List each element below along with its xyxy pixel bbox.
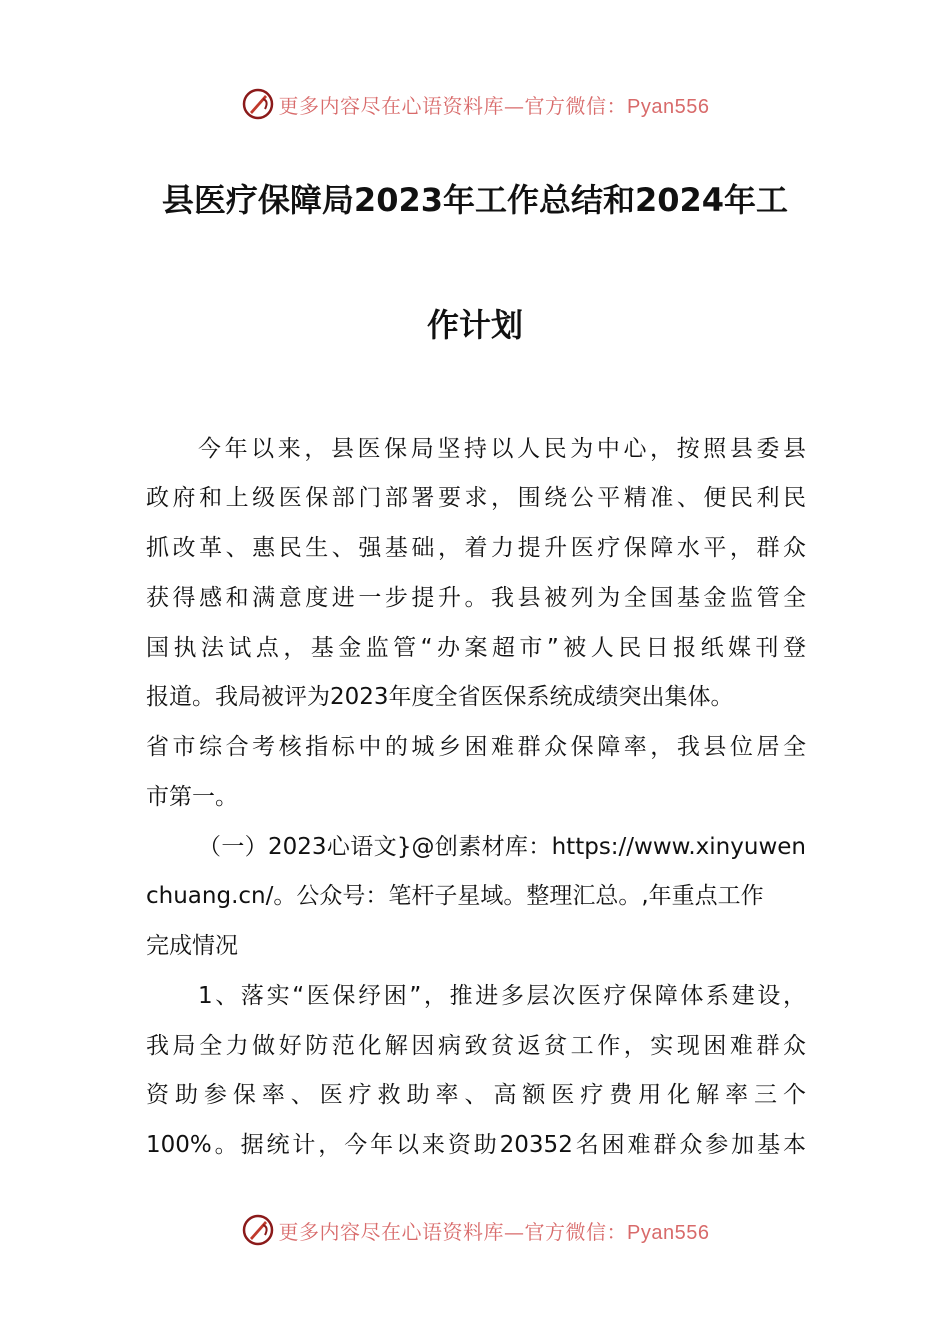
quill-logo-icon [241,1213,275,1247]
watermark-text: 更多内容尽在心语资料库—官方微信：Pyan556 [278,93,710,118]
body-line: 政府和上级医保部门部署要求，围绕公平精准、便民利民 [146,485,806,511]
body-line: 我局全力做好防范化解因病致贫返贫工作，实现困难群众 [146,1033,806,1059]
document-title-line-1: 县医疗保障局2023年工作总结和2024年工 [161,181,789,219]
body-line: 100%。据统计，今年以来资助20352名困难群众参加基本 [146,1132,806,1158]
body-line: 报道。我局被评为2023年度全省医保系统成绩突出集体。 [146,684,734,710]
section-heading-line: chuang.cn/。公众号：笔杆子星域。整理汇总。,年重点工作 [146,883,764,909]
header-watermark [0,84,950,124]
body-line: 国执法试点，基金监管“办案超市”被人民日报纸媒刊登 [146,635,806,661]
body-line: 抓改革、惠民生、强基础，着力提升医疗保障水平，群众 [146,535,806,561]
document-title-line-2: 作计划 [426,306,523,344]
body-line: 获得感和满意度进一步提升。我县被列为全国基金监管全 [146,585,806,611]
body-line: 市第一。 [146,784,238,810]
body-line: 1、落实“医保纾困”，推进多层次医疗保障体系建设， [198,983,806,1009]
body-line: 资助参保率、医疗救助率、高额医疗费用化解率三个 [146,1082,806,1108]
watermark-text: 更多内容尽在心语资料库—官方微信：Pyan556 [278,1219,710,1244]
body-line: 省市综合考核指标中的城乡困难群众保障率，我县位居全 [146,734,806,760]
footer-watermark [0,1210,950,1250]
section-heading-line: 完成情况 [146,933,238,959]
section-heading-line: （一）2023心语文}@创素材库：https://www.xinyuwen [198,834,806,860]
body-line: 今年以来，县医保局坚持以人民为中心，按照县委县 [198,436,806,462]
quill-logo-icon [241,87,275,121]
